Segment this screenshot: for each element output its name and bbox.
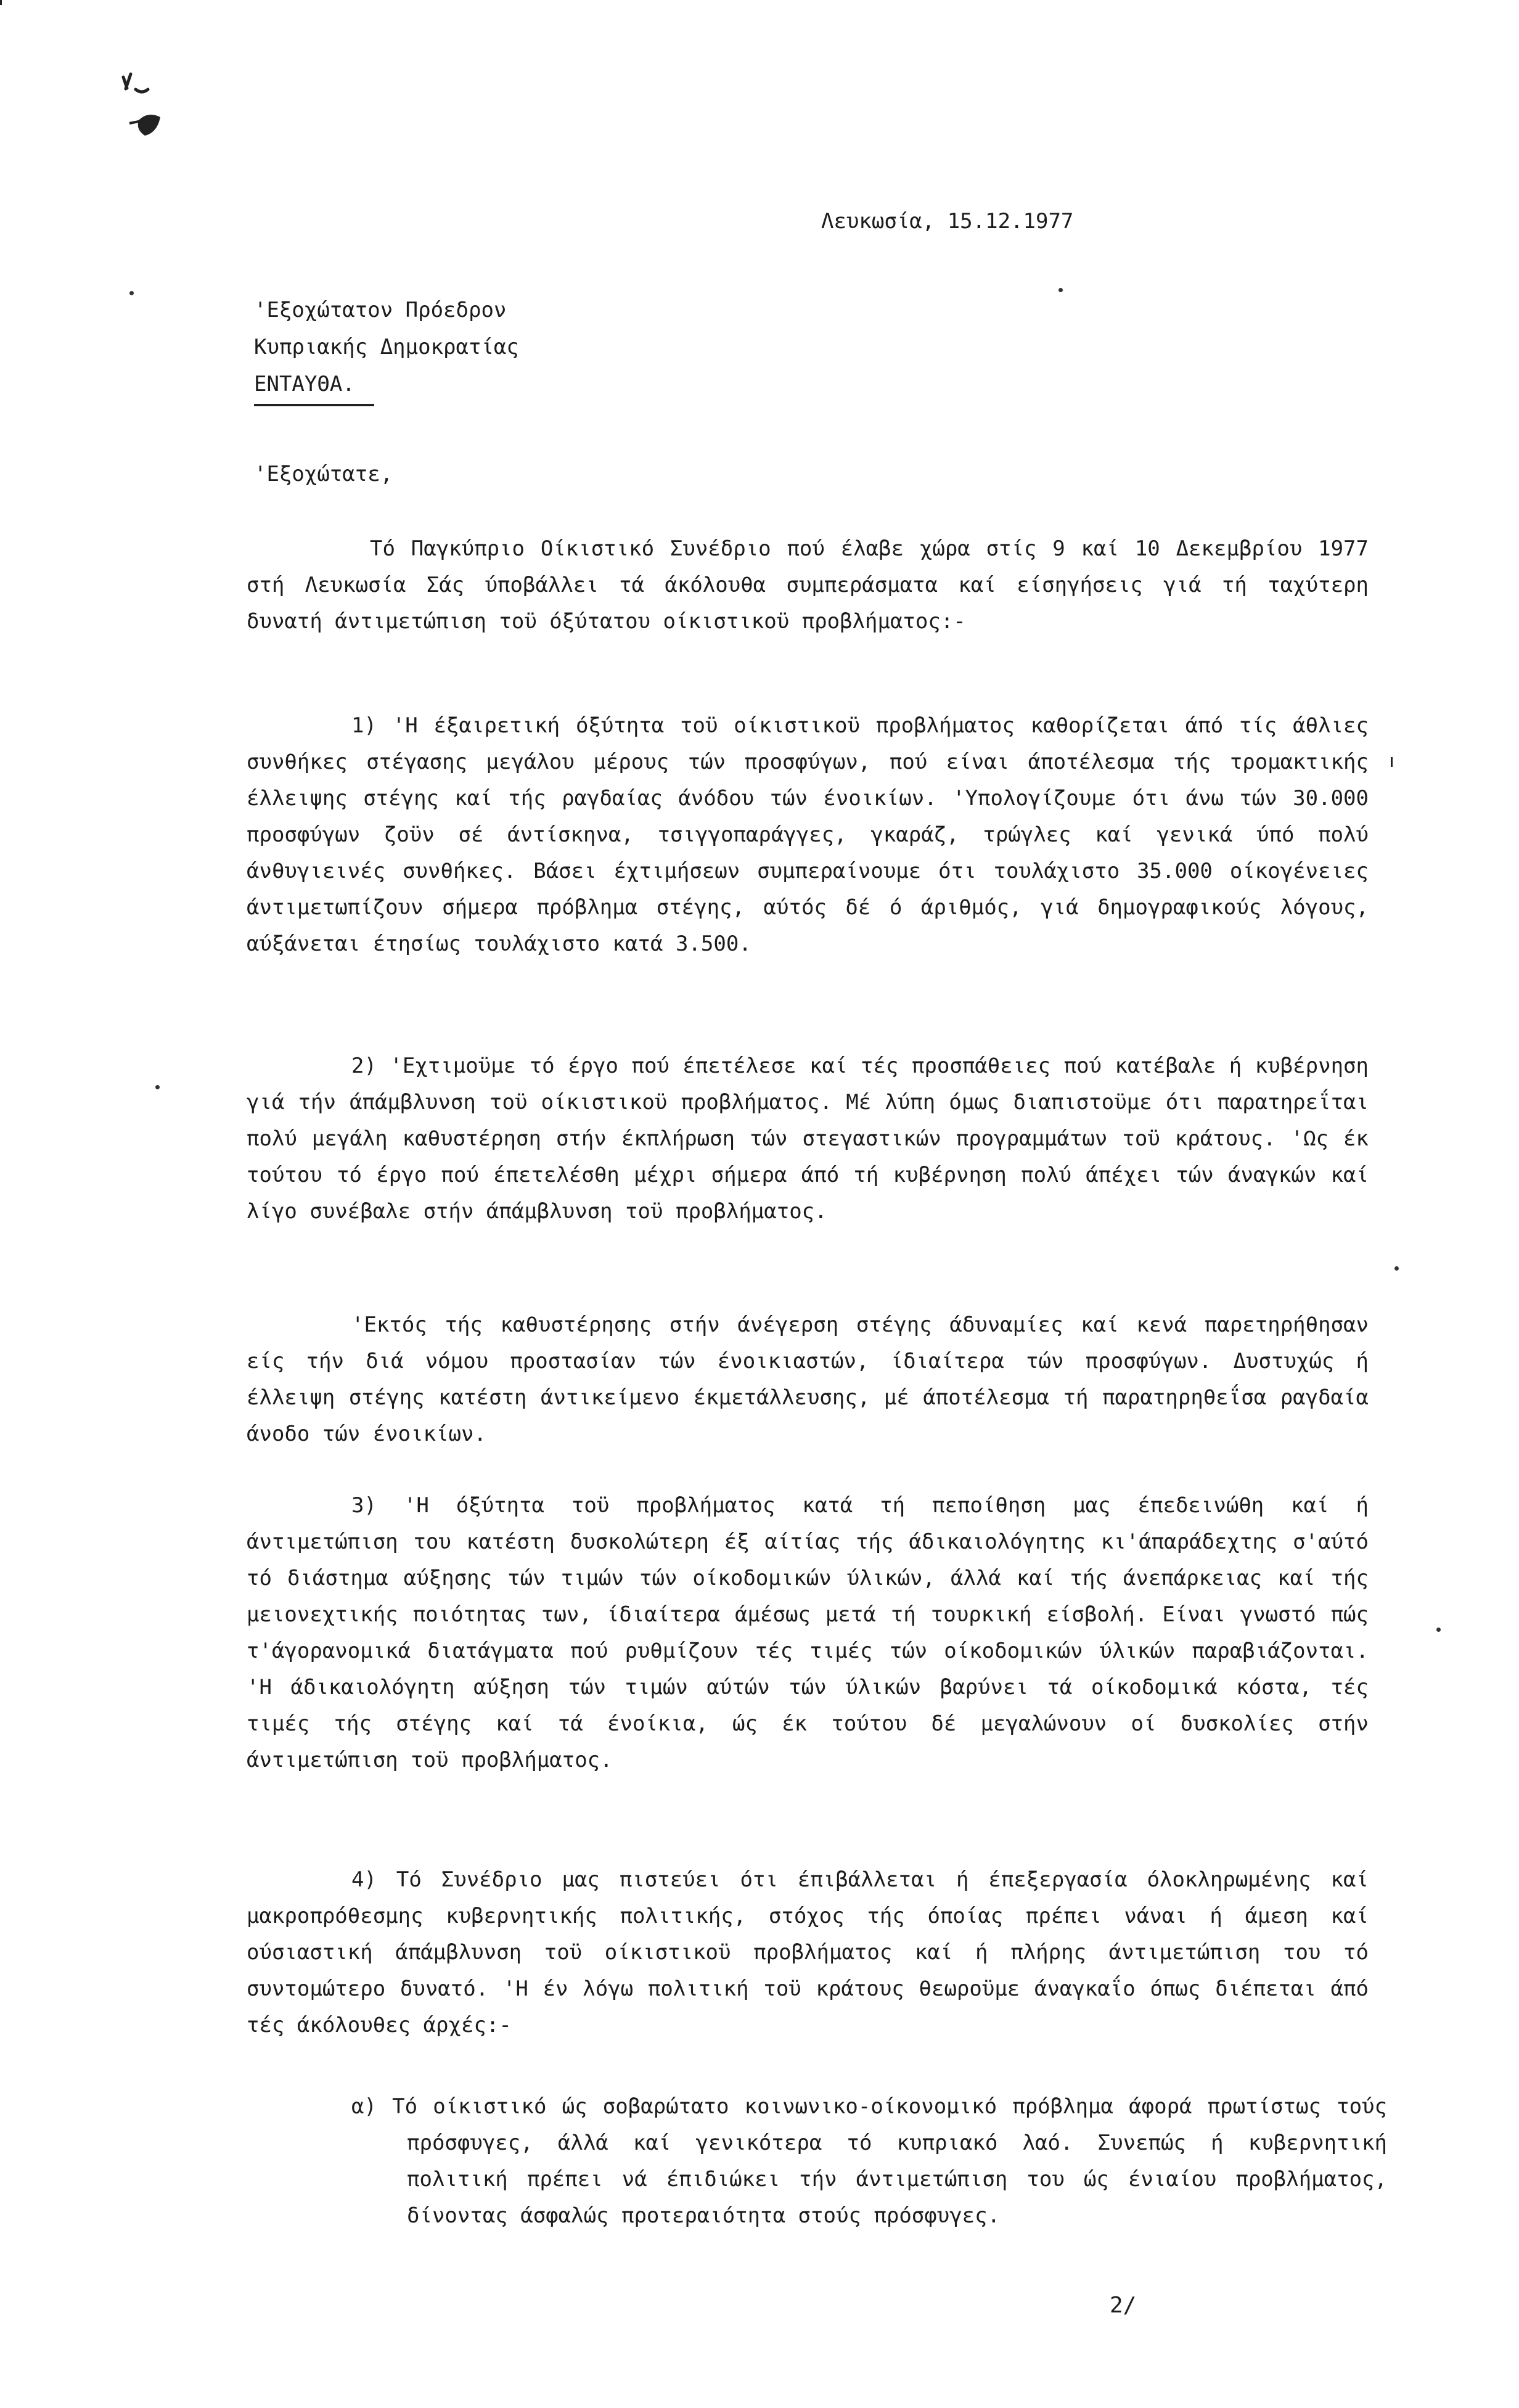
margin-speck — [1394, 1266, 1399, 1271]
margin-speck — [1436, 1628, 1441, 1632]
place-date: Λευκωσία, 15.12.1977 — [821, 209, 1074, 234]
paragraph-point-3: 3) 'Η όξύτητα τοϋ προβλήματος κατά τή πεποίθηση μας έπεδεινώθη καί ή άντιμετώπιση του κατέστη δυσκολώτερη έξ αίτίας τής άδικαιολόγητης κι'άπαράδεχτης σ'αύτό τό διάστημα αύξησης τών τιμών τών οίκοδομικών ύλικών, άλλά καί τής άνεπάρκειας καί τής μειονεχτικής ποιότητας των, ίδιαίτερα άμέσως μετά τή τουρκική είσβολή. Είναι γνωστό πώς τ'άγορανομικά διατάγματα πού ρυθμίζουν τές τιμές τών οίκοδομικών ύλικών παραβιάζονται. 'Η άδικαιολόγητη αύξηση τών τιμών αύτών τών ύλικών βαρύνει τά οίκοδομικά κόστα, τές τιμές τής στέγης καί τά ένοίκια, ώς έκ τούτου δέ μεγαλώνουν οί δυσκολίες στήν άντιμετώπιση τοϋ προβλήματος. — [247, 1493, 1369, 1772]
recipient-underline — [254, 404, 374, 406]
page-marker: 2/ — [1110, 2293, 1137, 2318]
recipient-line-3: ΕΝΤΑΥΘΑ. — [254, 372, 355, 396]
margin-tick — [0, 0, 2, 5]
margin-speck — [129, 291, 134, 295]
paragraph-point-2: 2) 'Εχτιμοϋμε τό έργο πού έπετέλεσε καί τές προσπάθειες πού κατέβαλε ή κυβέρνηση γιά τήν άπάμβλυνση τοϋ οίκιστικοϋ προβλήματος. Μέ λύπη όμως διαπιστοϋμε ότι παρατηρεΐται πολύ μεγάλη καθυστέρηση στήν έκπλήρωση τών στεγαστικών προγραμμάτων τοϋ κράτους. 'Ως έκ τούτου τό έργο πού έπετελέσθη μέχρι σήμερα άπό τή κυβέρνηση πολύ άπέχει τών άναγκών καί λίγο συνέβαλε στήν άπάμβλυνση τοϋ προβλήματος. — [247, 1054, 1369, 1224]
handwritten-mark — [92, 55, 185, 154]
margin-speck — [1058, 288, 1063, 292]
margin-speck — [155, 1085, 160, 1089]
margin-tick — [1391, 757, 1393, 767]
salutation: 'Εξοχώτατε, — [254, 462, 393, 486]
paragraph-point-4: 4) Τό Συνέδριο μας πιστεύει ότι έπιβάλλεται ή έπεξεργασία όλοκληρωμένης καί μακροπρόθεσμης κυβερνητικής πολιτικής, στόχος τής όποίας πρέπει νάναι ή άμεση καί ούσιαστική άπάμβλυνση τοϋ οίκιστικοϋ προβλήματος καί ή πλήρης άντιμετώπιση του τό συντομώτερο δυνατό. 'Η έν λόγω πολιτική τοϋ κράτους θεωροϋμε άναγκαΐο όπως διέπεται άπό τές άκόλουθες άρχές:- — [247, 1867, 1369, 2037]
paragraph-intro: Τό Παγκύπριο Οίκιστικό Συνέδριο πού έλαβε χώρα στίς 9 καί 10 Δεκεμβρίου 1977 στή Λευκωσία Σάς ύποβάλλει τά άκόλουθα συμπεράσματα καί είσηγήσεις γιά τή ταχύτερη δυνατή άντιμετώπιση τοϋ όξύτατου οίκιστικοϋ προβλήματος:- — [247, 536, 1369, 634]
paragraph-rent-exploitation: 'Εκτός τής καθυστέρησης στήν άνέγερση στέγης άδυναμίες καί κενά παρετηρήθησαν είς τήν διά νόμου προστασίαν τών ένοικιαστών, ίδιαίτερα τών προσφύγων. Δυστυχώς ή έλλειψη στέγης κατέστη άντικείμενο έκμετάλλευσης, μέ άποτέλεσμα τή παρατηρηθεΐσα ραγδαία άνοδο τών ένοικίων. — [247, 1313, 1369, 1446]
paragraph-point-4a: α) Τό οίκιστικό ώς σοβαρώτατο κοινωνικο-οίκονομικό πρόβλημα άφορά πρωτίστως τούς πρόσφυγες, άλλά καί γενικότερα τό κυπριακό λαό. Συνεπώς ή κυβερνητική πολιτική πρέπει νά έπιδιώκει τήν άντιμετώπιση του ώς ένιαίου προβλήματος, δίνοντας άσφαλώς προτεραιότητα στούς πρόσφυγες. — [351, 2094, 1387, 2228]
recipient-line-2: Κυπριακής Δημοκρατίας — [254, 335, 519, 359]
paragraph-point-1: 1) 'Η έξαιρετική όξύτητα τοϋ οίκιστικοϋ προβλήματος καθορίζεται άπό τίς άθλιες συνθήκες στέγασης μεγάλου μέρους τών προσφύγων, πού είναι άποτέλεσμα τής τρομακτικής έλλειψης στέγης καί τής ραγδαίας άνόδου τών ένοικίων. 'Υπολογίζουμε ότι άνω τών 30.000 προσφύγων ζοϋν σέ άντίσκηνα, τσιγγοπαράγγες, γκαράζ, τρώγλες καί γενικά ύπό πολύ άνθυγιεινές συνθήκες. Βάσει έχτιμήσεων συμπεραίνουμε ότι τουλάχιστο 35.000 οίκογένειες άντιμετωπίζουν σήμερα πρόβλημα στέγης, αύτός δέ ό άριθμός, γιά δημογραφικούς λόγους, αύξάνεται έτησίως τουλάχιστο κατά 3.500. — [247, 713, 1369, 956]
recipient-line-1: 'Εξοχώτατον Πρόεδρον — [254, 298, 507, 322]
